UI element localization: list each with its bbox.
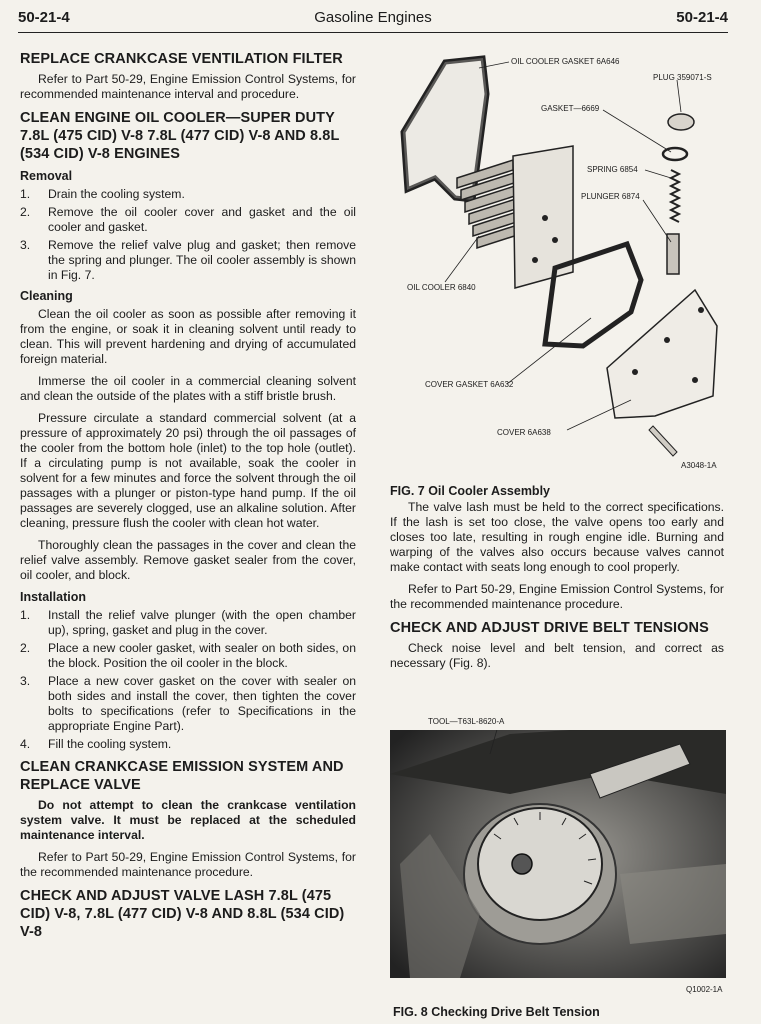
figure-drive-belt-tension [390, 714, 726, 999]
subheading-cleaning: Cleaning [20, 289, 73, 303]
label-gasket: GASKET—6669 [541, 104, 600, 113]
subheading-removal: Removal [20, 169, 73, 183]
figure-code: Q1002-1A [686, 985, 723, 994]
figure-code: A3048-1A [681, 461, 717, 470]
label-spring: SPRING 6854 [587, 165, 638, 174]
page-number-left: 50-21-4 [18, 9, 70, 26]
section-title-valve-lash: CHECK AND ADJUST VALVE LASH 7.8L (475 CID) V-8, 7.8L (477 CID) V-8 AND 8.8L (534 CID) V-8 [20, 888, 345, 940]
label-cover: COVER 6A638 [497, 428, 551, 437]
subheading-installation: Installation [20, 590, 86, 604]
removal-steps [20, 187, 356, 283]
paragraph: The valve lash must be held to the correct specifications. If the lash is set too close, the valve opens too early and closes too late, resulting in rough engine idle. Burning and warping of the valves also occurs because valves cannot make contact with seats long enough to cool properly. [390, 500, 724, 574]
paragraph: Check noise level and belt tension, and correct as necessary (Fig. 8). [390, 641, 724, 670]
gasket-ring-shape [663, 148, 687, 160]
plunger-shape [667, 234, 679, 274]
paragraph: Refer to Part 50-29, Engine Emission Control Systems, for the recommended maintenance procedure. [390, 582, 724, 611]
paragraph: Refer to Part 50-29, Engine Emission Control Systems, for recommended maintenance interval and procedure. [20, 72, 356, 101]
list-item: 1. Drain the cooling system. [20, 187, 185, 201]
figure-7-caption: FIG. 7 Oil Cooler Assembly [390, 484, 550, 498]
label-plug: PLUG 359071-S [653, 73, 712, 82]
page-title: Gasoline Engines [314, 9, 432, 26]
section-title-drive-belt: CHECK AND ADJUST DRIVE BELT TENSIONS [390, 620, 709, 636]
figure-8-caption: FIG. 8 Checking Drive Belt Tension [393, 1005, 600, 1019]
list-item: 2. Remove the oil cooler cover and gasket and the oil cooler and gasket. [20, 205, 356, 234]
spring-shape [671, 170, 679, 222]
section-title-crankcase-emission: CLEAN CRANKCASE EMISSION SYSTEM AND REPLACE VALVE [20, 759, 344, 793]
page-number-right: 50-21-4 [676, 9, 728, 26]
paragraph: Clean the oil cooler as soon as possible after removing it from the engine, or soak it in cleaning solvent until ready to clean. This will prevent hardening and drying of accumulated foreign material. [20, 307, 356, 366]
bolt-shape [649, 426, 677, 456]
list-item: 1. Install the relief valve plunger (with the open chamber up), spring, gasket and plug in the cover. [20, 608, 356, 637]
label-oil-cooler: OIL COOLER 6840 [407, 283, 476, 292]
paragraph: Immerse the oil cooler in a commercial cleaning solvent and clean the outside of the plates with a stiff bristle brush. [20, 374, 356, 403]
list-item: 4. Fill the cooling system. [20, 737, 172, 751]
right-column [390, 500, 724, 678]
belt-tension-photo [390, 714, 726, 999]
oil-cooler-diagram [395, 50, 730, 480]
installation-steps [20, 608, 356, 752]
label-plunger: PLUNGER 6874 [581, 192, 640, 201]
label-oil-cooler-gasket: OIL COOLER GASKET 6A646 [511, 57, 620, 66]
paragraph: Refer to Part 50-29, Engine Emission Control Systems, for the recommended maintenance procedure. [20, 850, 356, 879]
page-header [18, 6, 728, 33]
list-item: 3. Remove the relief valve plug and gasket; then remove the spring and plunger. The oil cooler assembly is shown in Fig. 7. [20, 238, 356, 282]
label-cover-gasket: COVER GASKET 6A632 [425, 380, 514, 389]
tension-gauge-dial [478, 808, 602, 920]
section-title-ventilation-filter: REPLACE CRANKCASE VENTILATION FILTER [20, 51, 343, 67]
plug-shape [668, 114, 694, 130]
paragraph: Thoroughly clean the passages in the cover and clean the relief valve assembly. Remove gasket sealer from the cover, oil cooler, and block. [20, 538, 356, 582]
list-item: 2. Place a new cooler gasket, with sealer on both sides, on the block. Position the oil cooler in the block. [20, 641, 356, 670]
section-title-clean-oil-cooler: CLEAN ENGINE OIL COOLER—SUPER DUTY 7.8L (475 CID) V-8 7.8L (477 CID) V-8 AND 8.8L (534 CID) V-8 ENGINES [20, 110, 340, 162]
left-column [20, 50, 356, 945]
figure-oil-cooler-assembly [395, 50, 730, 480]
list-item: 3. Place a new cover gasket on the cover with sealer on both sides and install the cover, then tighten the cover bolts to specifications (refer to Specifications in the appropriate Engine Part). [20, 674, 356, 733]
warning-paragraph: Do not attempt to clean the crankcase ventilation system valve. It must be replaced at the scheduled maintenance interval. [20, 798, 356, 842]
paragraph: Pressure circulate a standard commercial solvent (at a pressure of approximately 20 psi) through the oil passages of the cooler from the bottom hole (inlet) to the top hole (outlet). If a circulating pump is not available, soak the cooler in solvent for a few minutes and force the solvent through the oil passages with a plunger or piston-type hand pump. If the oil passages are severely clogged, use an alkaline solution. After cleaning, pressure flush the cooler with clean hot water. [20, 411, 356, 530]
label-tool: TOOL—T63L-8620-A [428, 717, 505, 726]
